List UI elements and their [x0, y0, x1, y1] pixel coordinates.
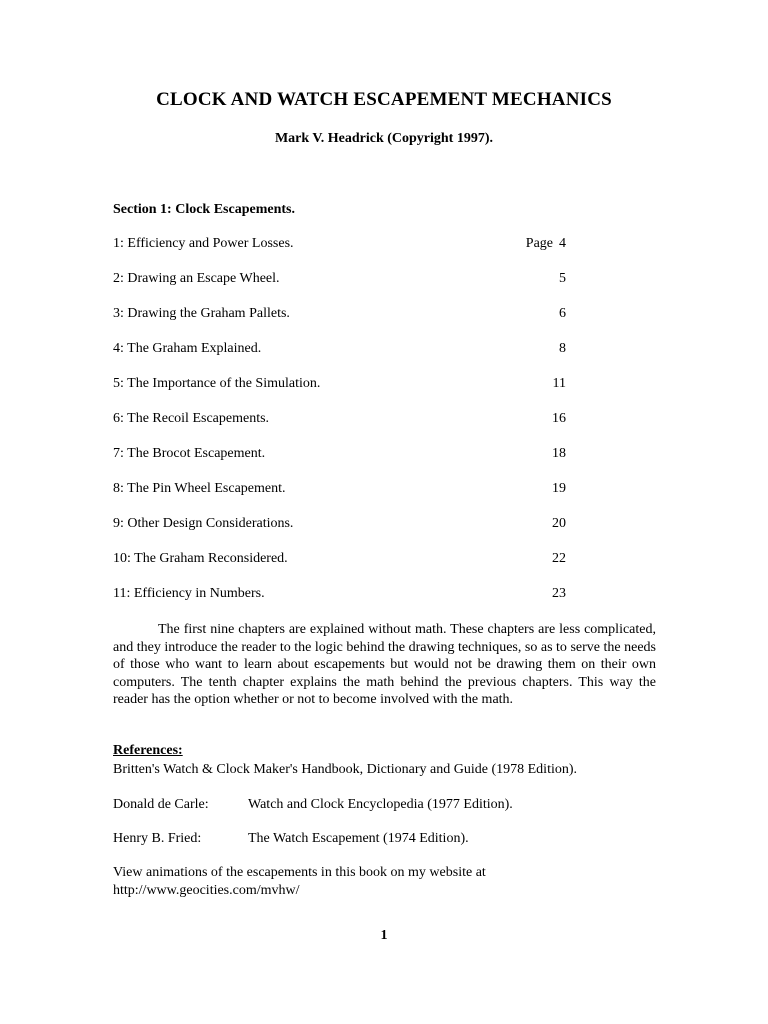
reference-title: The Watch Escapement (1974 Edition).	[248, 831, 469, 846]
toc-page-number: 11	[552, 376, 566, 391]
reference-decarle	[113, 796, 513, 813]
toc-row	[113, 550, 566, 585]
toc-chapter-label: 6: The Recoil Escapements.	[113, 411, 270, 426]
toc-page-prefix: Page	[525, 236, 553, 251]
toc-row	[113, 585, 566, 620]
toc-chapter-label: 5: The Importance of the Simulation.	[113, 376, 321, 391]
website-text: View animations of the escapements in this book on my website at	[113, 865, 486, 880]
section-heading: Section 1: Clock Escapements.	[113, 202, 295, 217]
intro-paragraph: The first nine chapters are explained without math. These chapters are less complicated, and they introduce the reader to the logic behind the drawing techniques, so as to serve the needs of those who want to learn about escapements but would not be drawing them on their own computers. The tenth chapter explains the math behind the previous chapters. This way the reader has the option whether or not to become involved with the math.	[113, 622, 656, 707]
toc-chapter-label: 8: The Pin Wheel Escapement.	[113, 481, 286, 496]
toc-row	[113, 270, 566, 305]
toc-page-value: 4	[559, 236, 566, 251]
toc-row	[113, 515, 566, 550]
toc-row	[113, 480, 566, 515]
toc-row	[113, 445, 566, 480]
toc-chapter-label: 2: Drawing an Escape Wheel.	[113, 271, 280, 286]
toc-page-number: 16	[552, 411, 566, 426]
toc-chapter-label: 9: Other Design Considerations.	[113, 516, 294, 531]
toc-page-number: 8	[559, 341, 566, 356]
toc-row	[113, 235, 566, 270]
reference-title: Watch and Clock Encyclopedia (1977 Edition).	[248, 797, 513, 812]
website-url[interactable]: http://www.geocities.com/mvhw/	[113, 883, 300, 898]
toc-chapter-label: 3: Drawing the Graham Pallets.	[113, 306, 290, 321]
reference-author: Henry B. Fried:	[113, 831, 202, 846]
toc-row	[113, 340, 566, 375]
author-line: Mark V. Headrick (Copyright 1997).	[274, 131, 494, 146]
reference-britten: Britten's Watch & Clock Maker's Handbook, Dictionary and Guide (1978 Edition).	[113, 762, 578, 777]
toc-row	[113, 375, 566, 410]
toc-row	[113, 410, 566, 445]
toc-page-number: 19	[552, 481, 566, 496]
toc-page-number: 22	[552, 551, 566, 566]
references-heading: References:	[113, 743, 183, 758]
toc-page-number: 5	[559, 271, 566, 286]
toc-page-number: 23	[552, 586, 566, 601]
toc-page-number: 18	[552, 446, 566, 461]
toc-chapter-label: 7: The Brocot Escapement.	[113, 446, 266, 461]
document-title: CLOCK AND WATCH ESCAPEMENT MECHANICS	[156, 89, 612, 110]
toc-page-number	[526, 235, 566, 252]
toc-page-number: 20	[552, 516, 566, 531]
website-note	[113, 864, 486, 900]
toc-row	[113, 305, 566, 340]
table-of-contents	[113, 235, 566, 620]
toc-chapter-label: 11: Efficiency in Numbers.	[113, 586, 265, 601]
toc-page-number: 6	[559, 306, 566, 321]
reference-fried	[113, 830, 469, 847]
toc-chapter-label: 4: The Graham Explained.	[113, 341, 262, 356]
reference-author: Donald de Carle:	[113, 797, 209, 812]
toc-chapter-label: 10: The Graham Reconsidered.	[113, 551, 288, 566]
toc-chapter-label: 1: Efficiency and Power Losses.	[113, 236, 294, 251]
page-number: 1	[380, 928, 388, 943]
